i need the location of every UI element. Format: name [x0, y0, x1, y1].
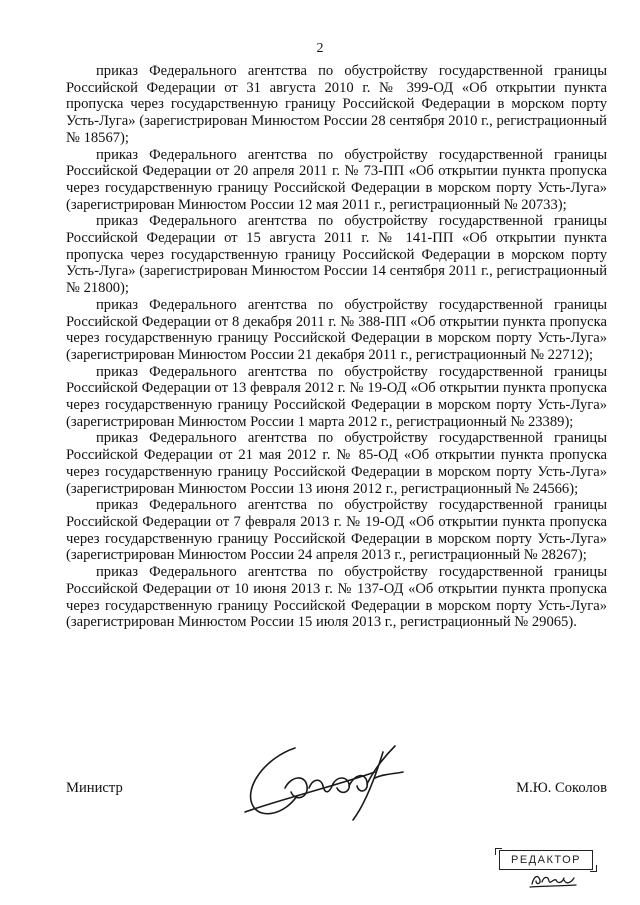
list-item: приказ Федерального агентства по обустройству государственной границы Российской Федерации от 8 декабря 2011 г. № 388-ПП «Об открытии пункта пропуска через государственную границу Российской Федерации в морском порту Усть-Луга» (зарегистрирован Минюстом России 21 декабря 2011 г., регистрационный № 22712); — [66, 296, 607, 363]
document-body — [66, 63, 607, 631]
handwritten-initials — [528, 868, 578, 890]
signer-title: Министр — [66, 780, 123, 796]
signature-block — [66, 778, 607, 798]
list-item: приказ Федерального агентства по обустройству государственной границы Российской Федерации от 7 февраля 2013 г. № 19-ОД «Об открытии пункта пропуска через государственную границу Российской Федерации в морском порту Усть-Луга» (зарегистрирован Минюстом России 24 апреля 2013 г., регистрационный № 28267); — [66, 497, 607, 564]
page-number: 2 — [316, 41, 324, 56]
list-item: приказ Федерального агентства по обустройству государственной границы Российской Федерации от 20 апреля 2011 г. № 73-ПП «Об открытии пункта пропуска через государственную границу Российской Федерации в морском порту Усть-Луга» (зарегистрирован Минюстом России 12 мая 2011 г., регистрационный № 20733); — [66, 146, 607, 213]
list-item: приказ Федерального агентства по обустройству государственной границы Российской Федерации от 21 мая 2012 г. № 85-ОД «Об открытии пункта пропуска через государственную границу Российской Федерации в морском порту Усть-Луга» (зарегистрирован Минюстом России 13 июня 2012 г., регистрационный № 24566); — [66, 430, 607, 497]
list-item: приказ Федерального агентства по обустройству государственной границы Российской Федерации от 31 августа 2010 г. № 399-ОД «Об открытии пункта пропуска через государственную границу Российской Федерации в морском порту Усть-Луга» (зарегистрирован Минюстом России 28 сентября 2010 г., регистрационный № 18567); — [66, 63, 607, 146]
editor-stamp: РЕДАКТОР — [499, 850, 593, 870]
list-item: приказ Федерального агентства по обустройству государственной границы Российской Федерации от 10 июня 2013 г. № 137-ОД «Об открытии пункта пропуска через государственную границу Российской Федерации в морском порту Усть-Луга» (зарегистрирован Минюстом России 15 июля 2013 г., регистрационный № 29065). — [66, 564, 607, 631]
list-item: приказ Федерального агентства по обустройству государственной границы Российской Федерации от 15 августа 2011 г. № 141-ПП «Об открытии пункта пропуска через государственную границу Российской Федерации в морском порту Усть-Луга» (зарегистрирован Минюстом России 14 сентября 2011 г., регистрационный № 21800); — [66, 213, 607, 297]
list-item: приказ Федерального агентства по обустройству государственной границы Российской Федерации от 13 февраля 2012 г. № 19-ОД «Об открытии пункта пропуска через государственную границу Российской Федерации в морском порту Усть-Луга» (зарегистрирован Минюстом России 1 марта 2012 г., регистрационный № 23389); — [66, 363, 607, 430]
signer-name: М.Ю. Соколов — [516, 780, 607, 796]
